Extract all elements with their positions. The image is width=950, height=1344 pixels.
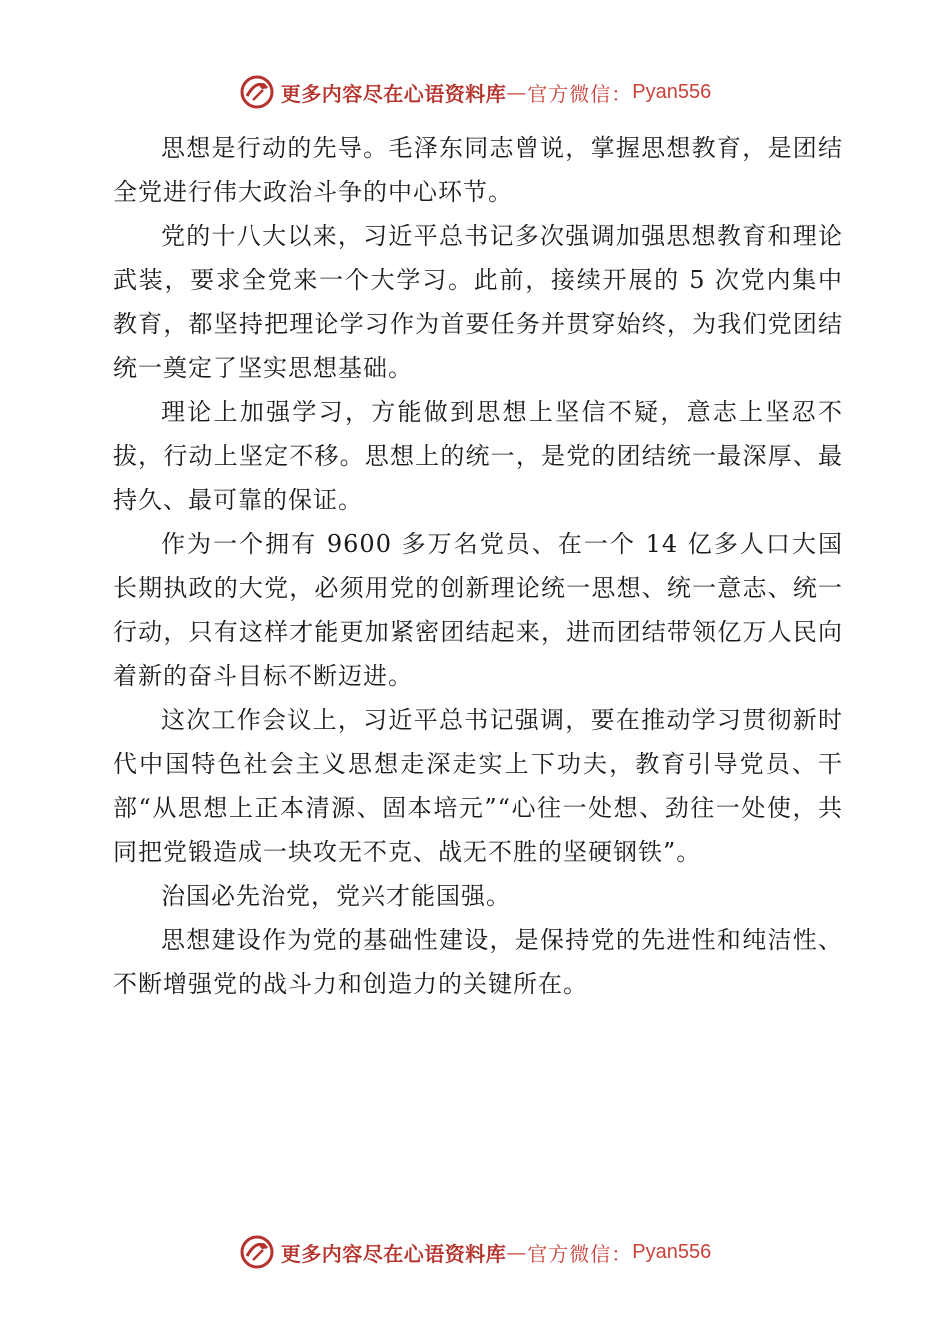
banner-dash: — <box>506 1240 528 1264</box>
banner-main-text: 更多内容尽在心语资料库 <box>280 81 507 106</box>
header-watermark-banner <box>0 70 950 114</box>
paragraph-2: 党的十八大以来，习近平总书记多次强调加强思想教育和理论武装，要求全党来一个大学习。此前，接续开展的 5 次党内集中教育，都坚持把理论学习作为首要任务并贯穿始终，为我们党团结统一奠定了坚实思想基础。 <box>113 222 843 382</box>
brand-logo-icon <box>239 74 275 110</box>
brand-logo-icon <box>239 1234 275 1270</box>
banner-wechat-id: Pyan556 <box>632 1240 712 1263</box>
paragraph-7: 思想建设作为党的基础性建设，是保持党的先进性和纯洁性、不断增强党的战斗力和创造力的关键所在。 <box>113 926 843 998</box>
paragraph-5: 这次工作会议上，习近平总书记强调，要在推动学习贯彻新时代中国特色社会主义思想走深走实上下功夫，教育引导党员、干部“从思想上正本清源、固本培元”“心往一处想、劲往一处使，共同把党锻造成一块攻无不克、战无不胜的坚硬钢铁”。 <box>113 706 843 866</box>
document-body <box>113 126 843 1006</box>
paragraph-3: 理论上加强学习，方能做到思想上坚信不疑，意志上坚忍不拔，行动上坚定不移。思想上的统一，是党的团结统一最深厚、最持久、最可靠的保证。 <box>113 398 843 514</box>
banner-main-text: 更多内容尽在心语资料库 <box>280 1241 507 1266</box>
footer-watermark-banner <box>0 1230 950 1274</box>
banner-sub-text: 官方微信： <box>527 81 633 106</box>
paragraph-1: 思想是行动的先导。毛泽东同志曾说，掌握思想教育，是团结全党进行伟大政治斗争的中心环节。 <box>113 134 843 206</box>
paragraph-4: 作为一个拥有 9600 多万名党员、在一个 14 亿多人口大国长期执政的大党，必须用党的创新理论统一思想、统一意志、统一行动，只有这样才能更加紧密团结起来，进而团结带领亿万人民向着新的奋斗目标不断迈进。 <box>113 530 843 690</box>
banner-dash: — <box>506 80 528 104</box>
paragraph-6: 治国必先治党，党兴才能国强。 <box>161 882 511 910</box>
banner-wechat-id: Pyan556 <box>632 80 712 103</box>
banner-sub-text: 官方微信： <box>527 1241 633 1266</box>
